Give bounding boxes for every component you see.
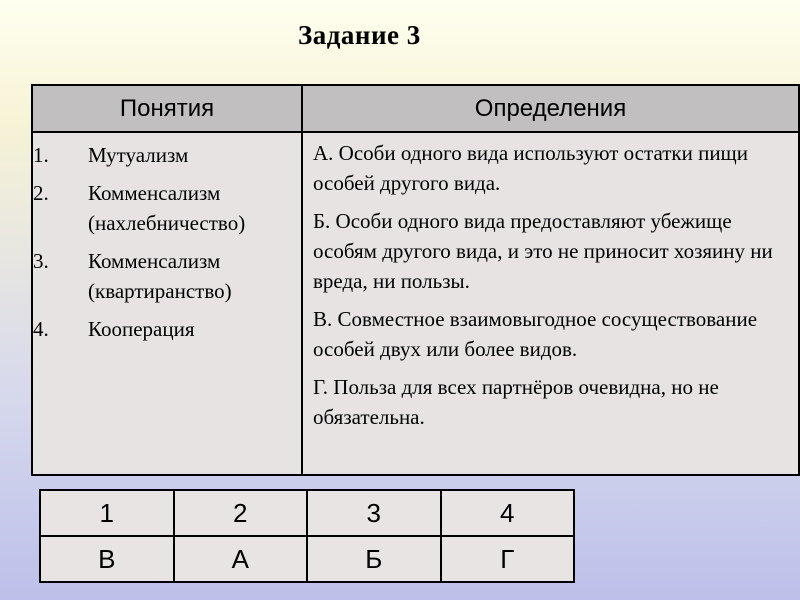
answer-table xyxy=(39,489,575,583)
concept-item xyxy=(33,140,301,170)
answer-number-cell: 4 xyxy=(441,490,574,536)
concept-text: Кооперация xyxy=(88,317,195,341)
concept-text: Мутуализм xyxy=(88,143,189,167)
definition-c: В. Совместное взаимовыгодное сосуществование особей двух или более видов. xyxy=(313,307,758,361)
concept-number: 3. xyxy=(33,249,49,273)
answer-letter-cell: В xyxy=(40,536,174,582)
definition-d: Г. Польза для всех партнёров очевидна, но не обязательна. xyxy=(313,375,719,429)
header-concepts: Понятия xyxy=(119,95,215,122)
table-header-row xyxy=(33,86,798,133)
slide-title: Задание 3 xyxy=(298,20,421,50)
header-definitions: Определения xyxy=(474,95,627,122)
answer-letters-row xyxy=(40,536,574,582)
concept-number: 4. xyxy=(33,317,49,341)
answer-letter-cell: Г xyxy=(441,536,574,582)
definitions-list xyxy=(313,138,795,440)
answer-letter-cell: А xyxy=(174,536,308,582)
answer-number-cell: 3 xyxy=(307,490,441,536)
concept-item xyxy=(33,178,301,238)
answer-number-cell: 2 xyxy=(174,490,308,536)
definition-a: А. Особи одного вида используют остатки пищи особей другого вида. xyxy=(313,141,748,195)
concept-text: Комменсализм (нахлебничество) xyxy=(88,181,246,235)
concept-item xyxy=(33,314,301,344)
answer-numbers-row xyxy=(40,490,574,536)
concept-item xyxy=(33,246,301,306)
concepts-list xyxy=(33,140,301,352)
concept-number: 1. xyxy=(33,143,49,167)
answer-number-cell: 1 xyxy=(40,490,174,536)
answer-letter-cell: Б xyxy=(307,536,441,582)
column-divider xyxy=(301,86,303,474)
concept-number: 2. xyxy=(33,181,49,205)
definition-b: Б. Особи одного вида предоставляют убежище особям другого вида, и это не приносит хозяину ни вреда, ни пользы. xyxy=(313,209,773,293)
concept-text: Комменсализм (квартиранство) xyxy=(88,249,232,303)
matching-table xyxy=(31,84,800,476)
